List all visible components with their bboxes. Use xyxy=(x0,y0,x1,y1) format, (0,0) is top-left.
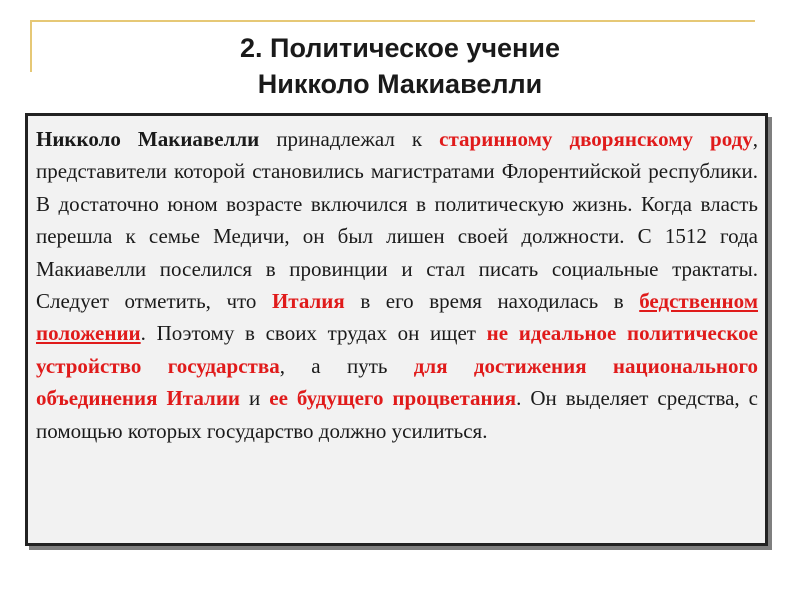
highlighted-phrase: Италия xyxy=(271,289,345,314)
slide-title xyxy=(20,30,780,102)
highlighted-phrase: для достижения национального объединения Италии xyxy=(36,353,759,411)
title-line-1: 2. Политическое учение xyxy=(240,33,560,63)
text-segment: и xyxy=(240,386,270,411)
text-segment: принадлежал к xyxy=(259,127,440,151)
text-segment: . Поэтому в своих трудах он ищет xyxy=(140,321,487,346)
text-segment: , представители которой становились магистратами Флорентийской республики. В достаточно юном возрасте включился в политическую жизнь. Когда власть перешла к семье Медичи, он был лишен своей должности. С 1512 года Макиавелли поселился в провинции и стал писать социальные трактаты. Следует отметить, что xyxy=(36,127,758,314)
highlighted-phrase: ее будущего процветания xyxy=(269,386,517,411)
highlighted-phrase: старинному дворянскому роду xyxy=(439,127,753,151)
text-segment: Никколо Макиавелли xyxy=(36,127,260,151)
text-segment: , а путь xyxy=(279,353,414,378)
text-segment: . Он выделяет средства, с помощью которых государство должно усилиться. xyxy=(36,386,758,443)
text-segment: в его время находилась в xyxy=(344,289,640,314)
title-line-2: Никколо Макиавелли xyxy=(257,69,543,99)
highlighted-phrase: бедственном положении xyxy=(36,289,758,346)
accent-line-horizontal xyxy=(30,20,755,22)
body-paragraph xyxy=(36,123,758,447)
highlighted-phrase: не идеальное политическое устройство государства xyxy=(36,321,758,378)
